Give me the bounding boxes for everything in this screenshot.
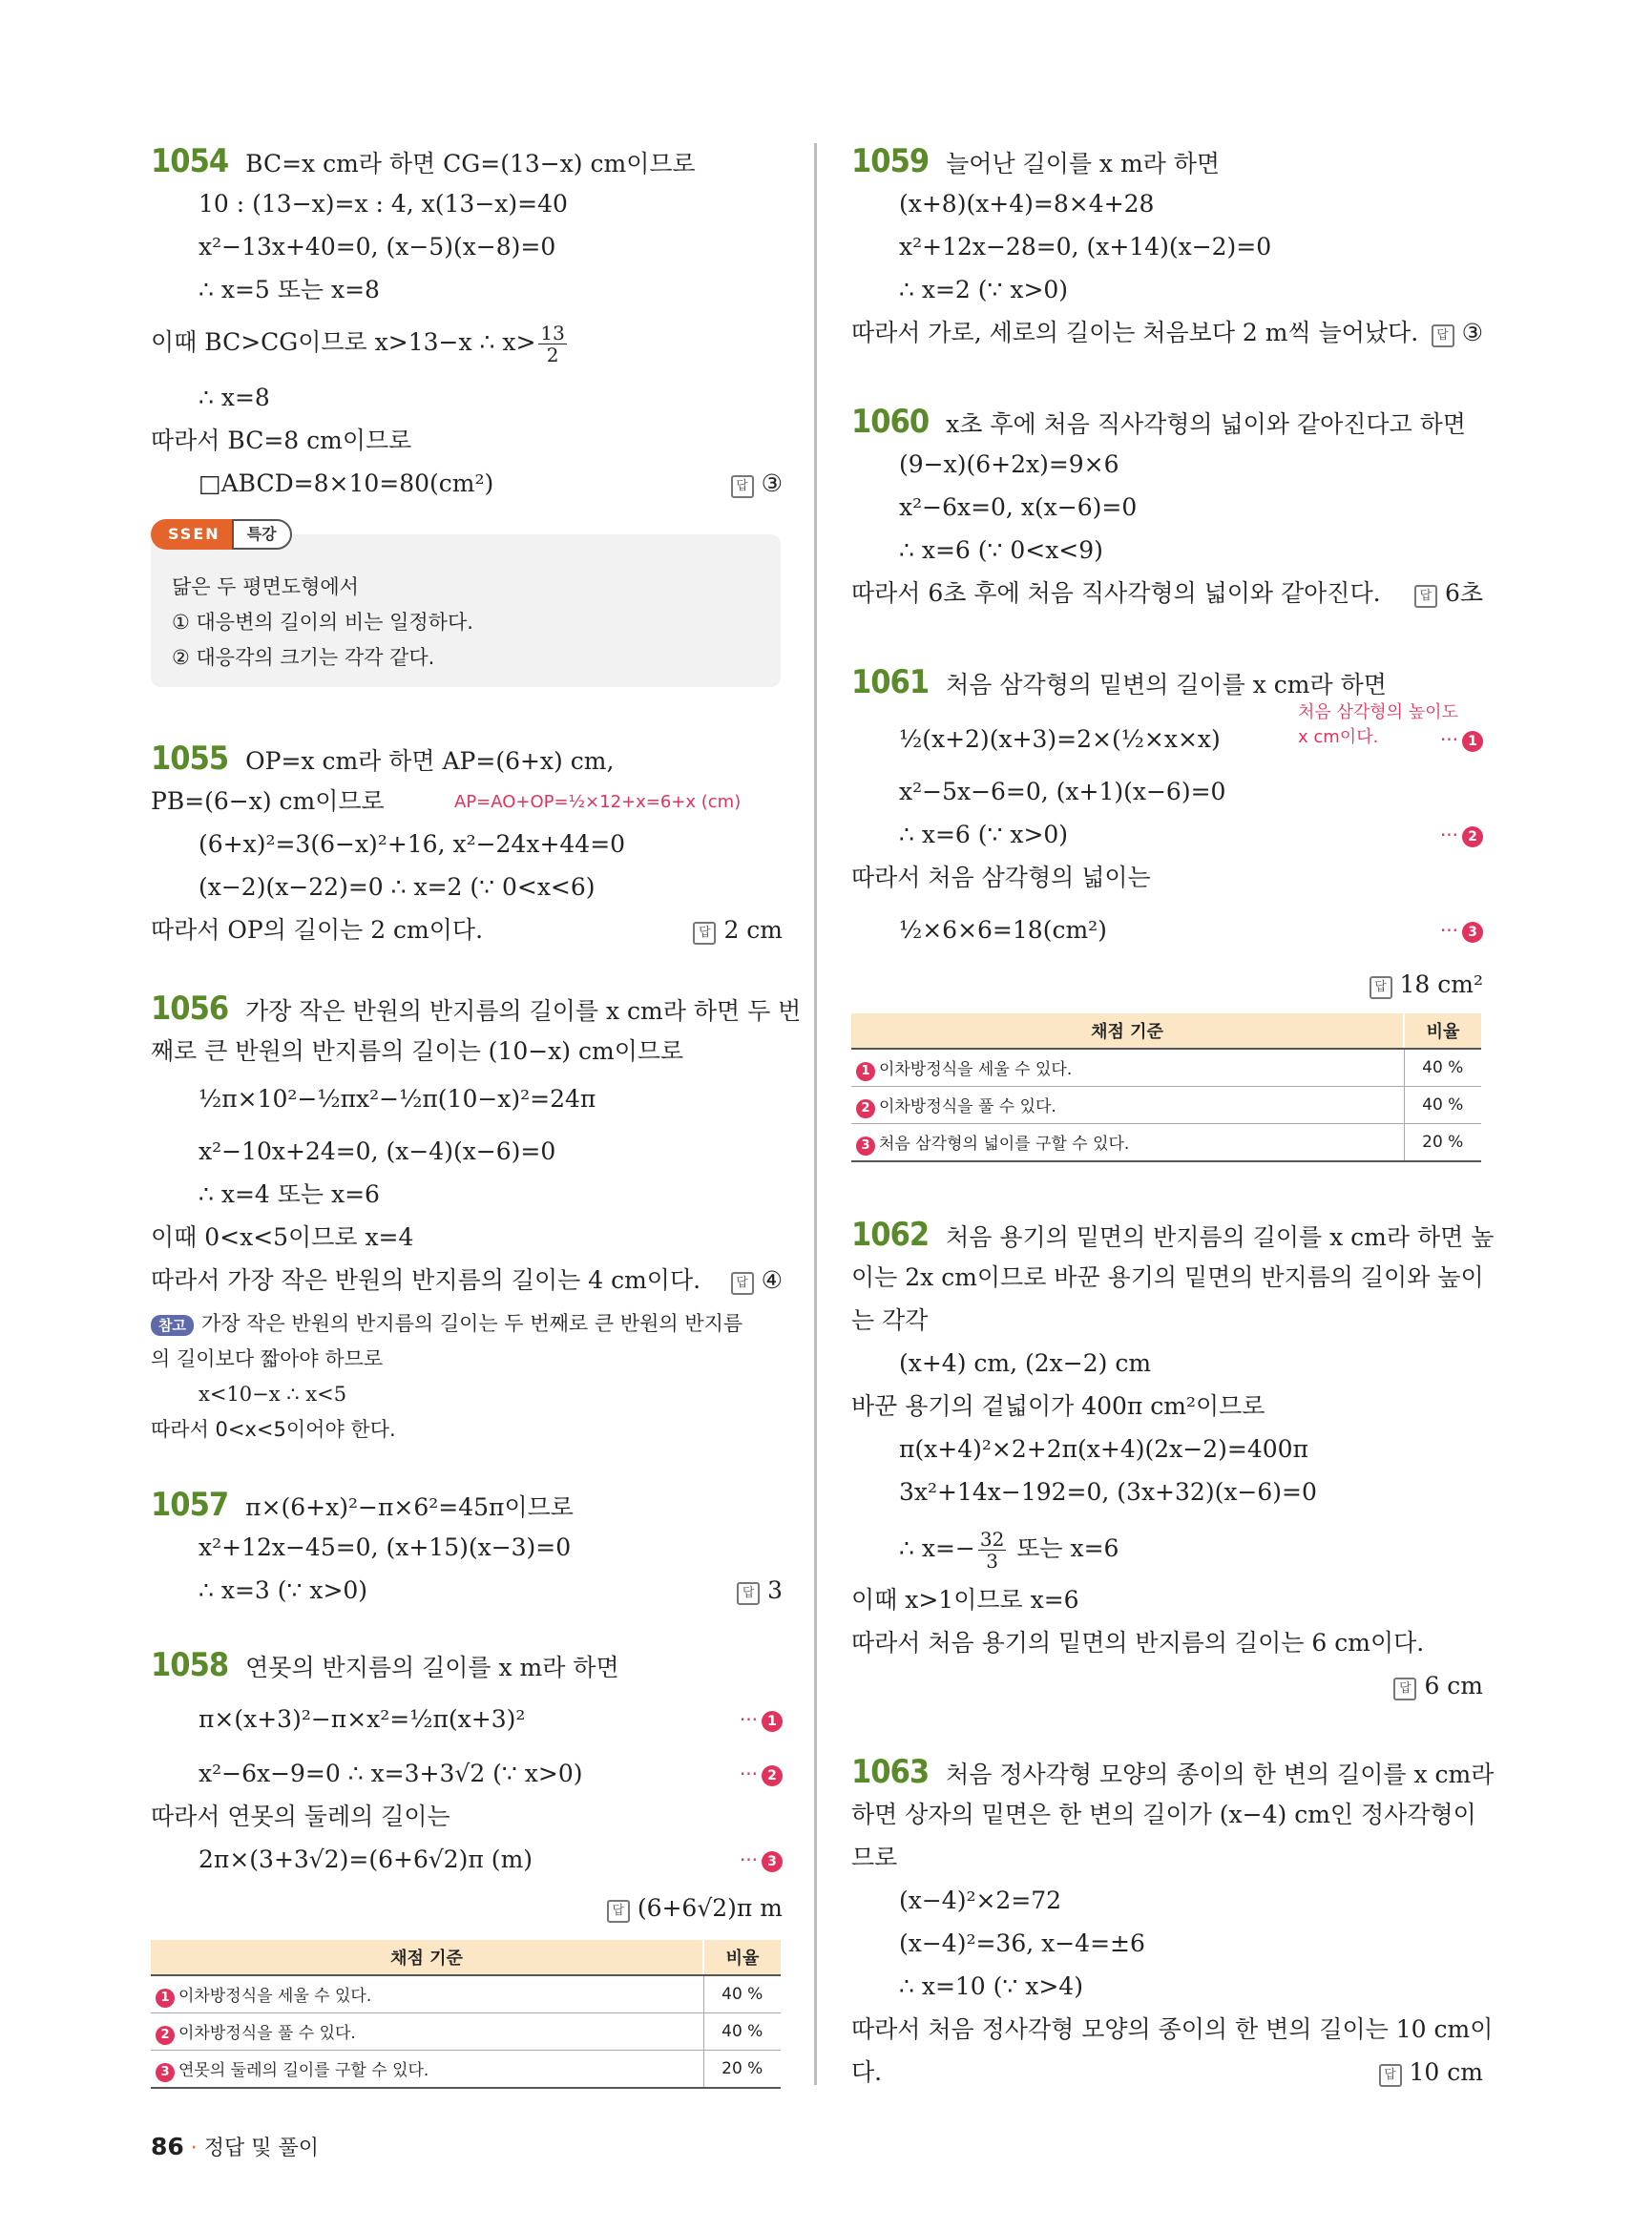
answer: 답 6 cm	[1393, 1670, 1483, 1702]
table-row: 2 이차방정식을 풀 수 있다. 40 %	[851, 1087, 1481, 1124]
reference-line: 따라서 0<x<5이어야 한다.	[151, 1418, 396, 1441]
problem-number: 1062	[851, 1216, 930, 1254]
table-row: 3 연못의 둘레의 길이를 구할 수 있다. 20 %	[151, 2051, 781, 2089]
solution-line: (9−x)(6+2x)=9×6	[899, 450, 1119, 478]
solution-line: 따라서 가로, 세로의 길이는 처음보다 2 m씩 늘어났다.	[851, 319, 1419, 346]
solution-line: 므로	[851, 1844, 898, 1871]
problem-1055: 1055 OP=x cm라 하면 AP=(6+x) cm,	[151, 740, 615, 778]
problem-number: 1060	[851, 403, 930, 441]
solution-line: 2π×(3+3√2)=(6+6√2)π (m)	[199, 1845, 533, 1873]
answer-icon: 답	[1432, 324, 1454, 347]
solution-line: 따라서 6초 후에 처음 직사각형의 넓이와 같아진다.	[851, 579, 1381, 607]
problem-1054: 1054 BC=x cm라 하면 CG=(13−x) cm이므로	[151, 142, 696, 180]
step-marker-1: ··· 1	[1440, 723, 1483, 756]
answer: 답 ③	[731, 468, 783, 500]
solution-line: 째로 큰 반원의 반지름의 길이는 (10−x) cm이므로	[151, 1037, 684, 1065]
solution-line: x²−6x=0, x(x−6)=0	[899, 493, 1138, 521]
step-marker-2: ··· 2	[1440, 819, 1483, 851]
problem-1063: 1063 처음 정사각형 모양의 종이의 한 변의 길이를 x cm라	[851, 1753, 1495, 1791]
answer-icon: 답	[607, 1900, 630, 1923]
solution-line: π×(x+3)²−π×x²=½π(x+3)²	[199, 1705, 526, 1733]
solution-line: x²+12x−45=0, (x+15)(x−3)=0	[199, 1533, 572, 1561]
solution-line: 따라서 처음 정사각형 모양의 종이의 한 변의 길이는 10 cm이	[851, 2015, 1494, 2043]
step-marker-3: ··· 3	[1440, 914, 1483, 947]
solution-line: 3x²+14x−192=0, (3x+32)(x−6)=0	[899, 1478, 1317, 1506]
problem-1059: 1059 늘어난 길이를 x m라 하면	[851, 142, 1221, 180]
column-divider	[814, 143, 817, 2085]
solution-line: 따라서 연못의 둘레의 길이는	[151, 1803, 450, 1830]
solution-line: ∴ x=8	[199, 384, 270, 411]
solution-line: ∴ x=4 또는 x=6	[199, 1180, 380, 1208]
reference-tag: 참고	[151, 1315, 194, 1336]
solution-line: 따라서 OP의 길이는 2 cm이다.	[151, 916, 484, 944]
solution-line: □ABCD=8×10=80(cm²)	[199, 469, 494, 497]
solution-line: 이때 BC>CG이므로 x>13−x ∴ x> $\frac{13}{2}$	[151, 322, 565, 366]
table-row: 3 처음 삼각형의 넓이를 구할 수 있다. 20 %	[851, 1124, 1481, 1162]
answer: 답 18 cm²	[1370, 969, 1484, 1001]
solution-line: x²+12x−28=0, (x+14)(x−2)=0	[899, 233, 1272, 261]
problem-number: 1054	[151, 142, 229, 180]
annotation: 처음 삼각형의 높이도	[1298, 702, 1458, 722]
table-row: 1 이차방정식을 세울 수 있다. 40 %	[851, 1049, 1481, 1087]
solution-line: ∴ x=10 (∵ x>4)	[899, 1972, 1083, 2000]
answer-icon: 답	[1370, 976, 1392, 999]
reference-note: 참고 가장 작은 반원의 반지름의 길이는 두 번째로 큰 반원의 반지름	[151, 1307, 742, 1340]
problem-1061: 1061 처음 삼각형의 밑변의 길이를 x cm라 하면	[851, 663, 1387, 701]
solution-line: x²−5x−6=0, (x+1)(x−6)=0	[899, 778, 1226, 805]
answer: 답 2 cm	[693, 914, 783, 947]
step-marker-3: ··· 3	[740, 1844, 783, 1876]
solution-line: ½×6×6=18(cm²)	[899, 916, 1107, 944]
solution-line: 하면 상자의 밑면은 한 변의 길이가 (x−4) cm인 정사각형이	[851, 1801, 1476, 1828]
solution-line: 이때 x>1이므로 x=6	[851, 1586, 1079, 1614]
reference-line: 의 길이보다 짧아야 하므로	[151, 1347, 384, 1370]
annotation: AP=AO+OP=½×12+x=6+x (cm)	[454, 792, 742, 812]
answer: 답 10 cm	[1379, 2056, 1483, 2089]
solution-line: π(x+4)²×2+2π(x+4)(2x−2)=400π	[899, 1435, 1308, 1463]
solution-line: 이는 2x cm이므로 바꾼 용기의 밑면의 반지름의 길이와 높이	[851, 1263, 1484, 1291]
page-footer	[151, 2132, 319, 2161]
problem-number: 1061	[851, 663, 930, 701]
solution-line: 10 : (13−x)=x : 4, x(13−x)=40	[199, 190, 568, 218]
solution-line: ∴ x=6 (∵ x>0)	[899, 821, 1069, 848]
solution-line: (x−2)(x−22)=0 ∴ x=2 (∵ 0<x<6)	[199, 873, 596, 901]
problem-1056: 1056 가장 작은 반원의 반지름의 길이를 x cm라 하면 두 번	[151, 990, 802, 1028]
answer-icon: 답	[737, 1582, 760, 1605]
problem-1062: 1062 처음 용기의 밑면의 반지름의 길이를 x cm라 하면 높	[851, 1216, 1495, 1254]
solution-line: 는 각각	[851, 1306, 929, 1334]
footer-dot: ·	[190, 2137, 198, 2160]
solution-line: x²−13x+40=0, (x−5)(x−8)=0	[199, 233, 556, 261]
reference-line: x<10−x ∴ x<5	[199, 1383, 347, 1406]
solution-line: ∴ x=6 (∵ 0<x<9)	[899, 536, 1103, 564]
answer-icon: 답	[1393, 1678, 1416, 1700]
solution-line: 따라서 BC=8 cm이므로	[151, 427, 412, 454]
problem-number: 1058	[151, 1646, 229, 1684]
problem-number: 1055	[151, 740, 229, 778]
problem-1060: 1060 x초 후에 처음 직사각형의 넓이와 같아진다고 하면	[851, 403, 1466, 441]
solution-line: x²−10x+24=0, (x−4)(x−6)=0	[199, 1137, 556, 1165]
solution-line: 따라서 가장 작은 반원의 반지름의 길이는 4 cm이다.	[151, 1266, 701, 1294]
answer-icon: 답	[731, 1272, 754, 1295]
solution-line: ½(x+2)(x+3)=2×(½×x×x)	[899, 725, 1221, 753]
ssen-note-tab: SSEN 특강	[151, 519, 292, 552]
step-marker-1: ··· 1	[740, 1703, 783, 1736]
solution-line: ∴ x=5 또는 x=8	[199, 276, 380, 303]
solution-line: ∴ x=3 (∵ x>0)	[199, 1576, 368, 1604]
problem-1057: 1057 π×(6+x)²−π×6²=45π이므로	[151, 1486, 574, 1524]
problem-number: 1059	[851, 142, 930, 180]
ssen-note-box: 닮은 두 평면도형에서 ① 대응변의 길이의 비는 일정하다. ② 대응각의 크기는 각각 같다.	[151, 534, 781, 687]
fraction: $\frac{13}{2}$	[540, 322, 565, 366]
problem-number: 1057	[151, 1486, 229, 1524]
solution-line: 따라서 처음 삼각형의 넓이는	[851, 864, 1151, 891]
fraction: $\frac{32}{3}$	[979, 1528, 1005, 1573]
solution-line: 따라서 처음 용기의 밑면의 반지름의 길이는 6 cm이다.	[851, 1629, 1425, 1657]
solution-line: (x−4)²=36, x−4=±6	[899, 1929, 1145, 1957]
solution-line: 이때 0<x<5이므로 x=4	[151, 1223, 414, 1251]
solution-line: ½π×10²−½πx²−½π(10−x)²=24π	[199, 1085, 596, 1113]
solution-line: ∴ x=− $\frac{32}{3}$ 또는 x=6	[899, 1528, 1119, 1573]
grading-table-1058: 채점 기준 비율 1 이차방정식을 세울 수 있다. 40 % 2 이차방정식을 풀 수 있다. 40 % 3 연못의 둘레의 길이를 구할 수 있다. 20 %	[151, 1940, 781, 2089]
answer-icon: 답	[693, 922, 716, 945]
solution-line: x²−6x−9=0 ∴ x=3+3√2 (∵ x>0)	[199, 1760, 583, 1787]
solution-line: 바꾼 용기의 겉넓이가 400π cm²이므로	[851, 1392, 1265, 1420]
answer: 답 ③	[1432, 317, 1483, 349]
footer-label: 정답 및 풀이	[203, 2137, 320, 2160]
answer: 답 ④	[731, 1264, 783, 1297]
step-marker-2: ··· 2	[740, 1758, 783, 1790]
solution-line: ∴ x=2 (∵ x>0)	[899, 276, 1069, 303]
answer-icon: 답	[731, 475, 754, 498]
solution-line: (6+x)²=3(6−x)²+16, x²−24x+44=0	[199, 830, 626, 858]
solution-line: (x+4) cm, (2x−2) cm	[899, 1349, 1152, 1377]
annotation: x cm이다.	[1298, 727, 1379, 747]
problem-number: 1063	[851, 1753, 930, 1791]
problem-1058: 1058 연못의 반지름의 길이를 x m라 하면	[151, 1646, 619, 1684]
solution-line: PB=(6−x) cm이므로	[151, 787, 385, 815]
problem-number: 1056	[151, 990, 229, 1028]
answer: 답 (6+6√2)π m	[607, 1892, 783, 1925]
answer-icon: 답	[1379, 2064, 1402, 2087]
answer: 답 3	[737, 1574, 783, 1607]
solution-line: (x+8)(x+4)=8×4+28	[899, 190, 1155, 218]
table-row: 1 이차방정식을 세울 수 있다. 40 %	[151, 1975, 781, 2013]
solution-line: (x−4)²×2=72	[899, 1887, 1062, 1914]
answer-icon: 답	[1414, 585, 1437, 608]
table-row: 2 이차방정식을 풀 수 있다. 40 %	[151, 2013, 781, 2051]
solution-line: 다.	[851, 2058, 883, 2086]
grading-table-1061: 채점 기준 비율 1 이차방정식을 세울 수 있다. 40 % 2 이차방정식을 풀 수 있다. 40 % 3 처음 삼각형의 넓이를 구할 수 있다. 20 %	[851, 1013, 1481, 1162]
page-number: 86	[151, 2133, 184, 2160]
answer: 답 6초	[1414, 577, 1483, 610]
